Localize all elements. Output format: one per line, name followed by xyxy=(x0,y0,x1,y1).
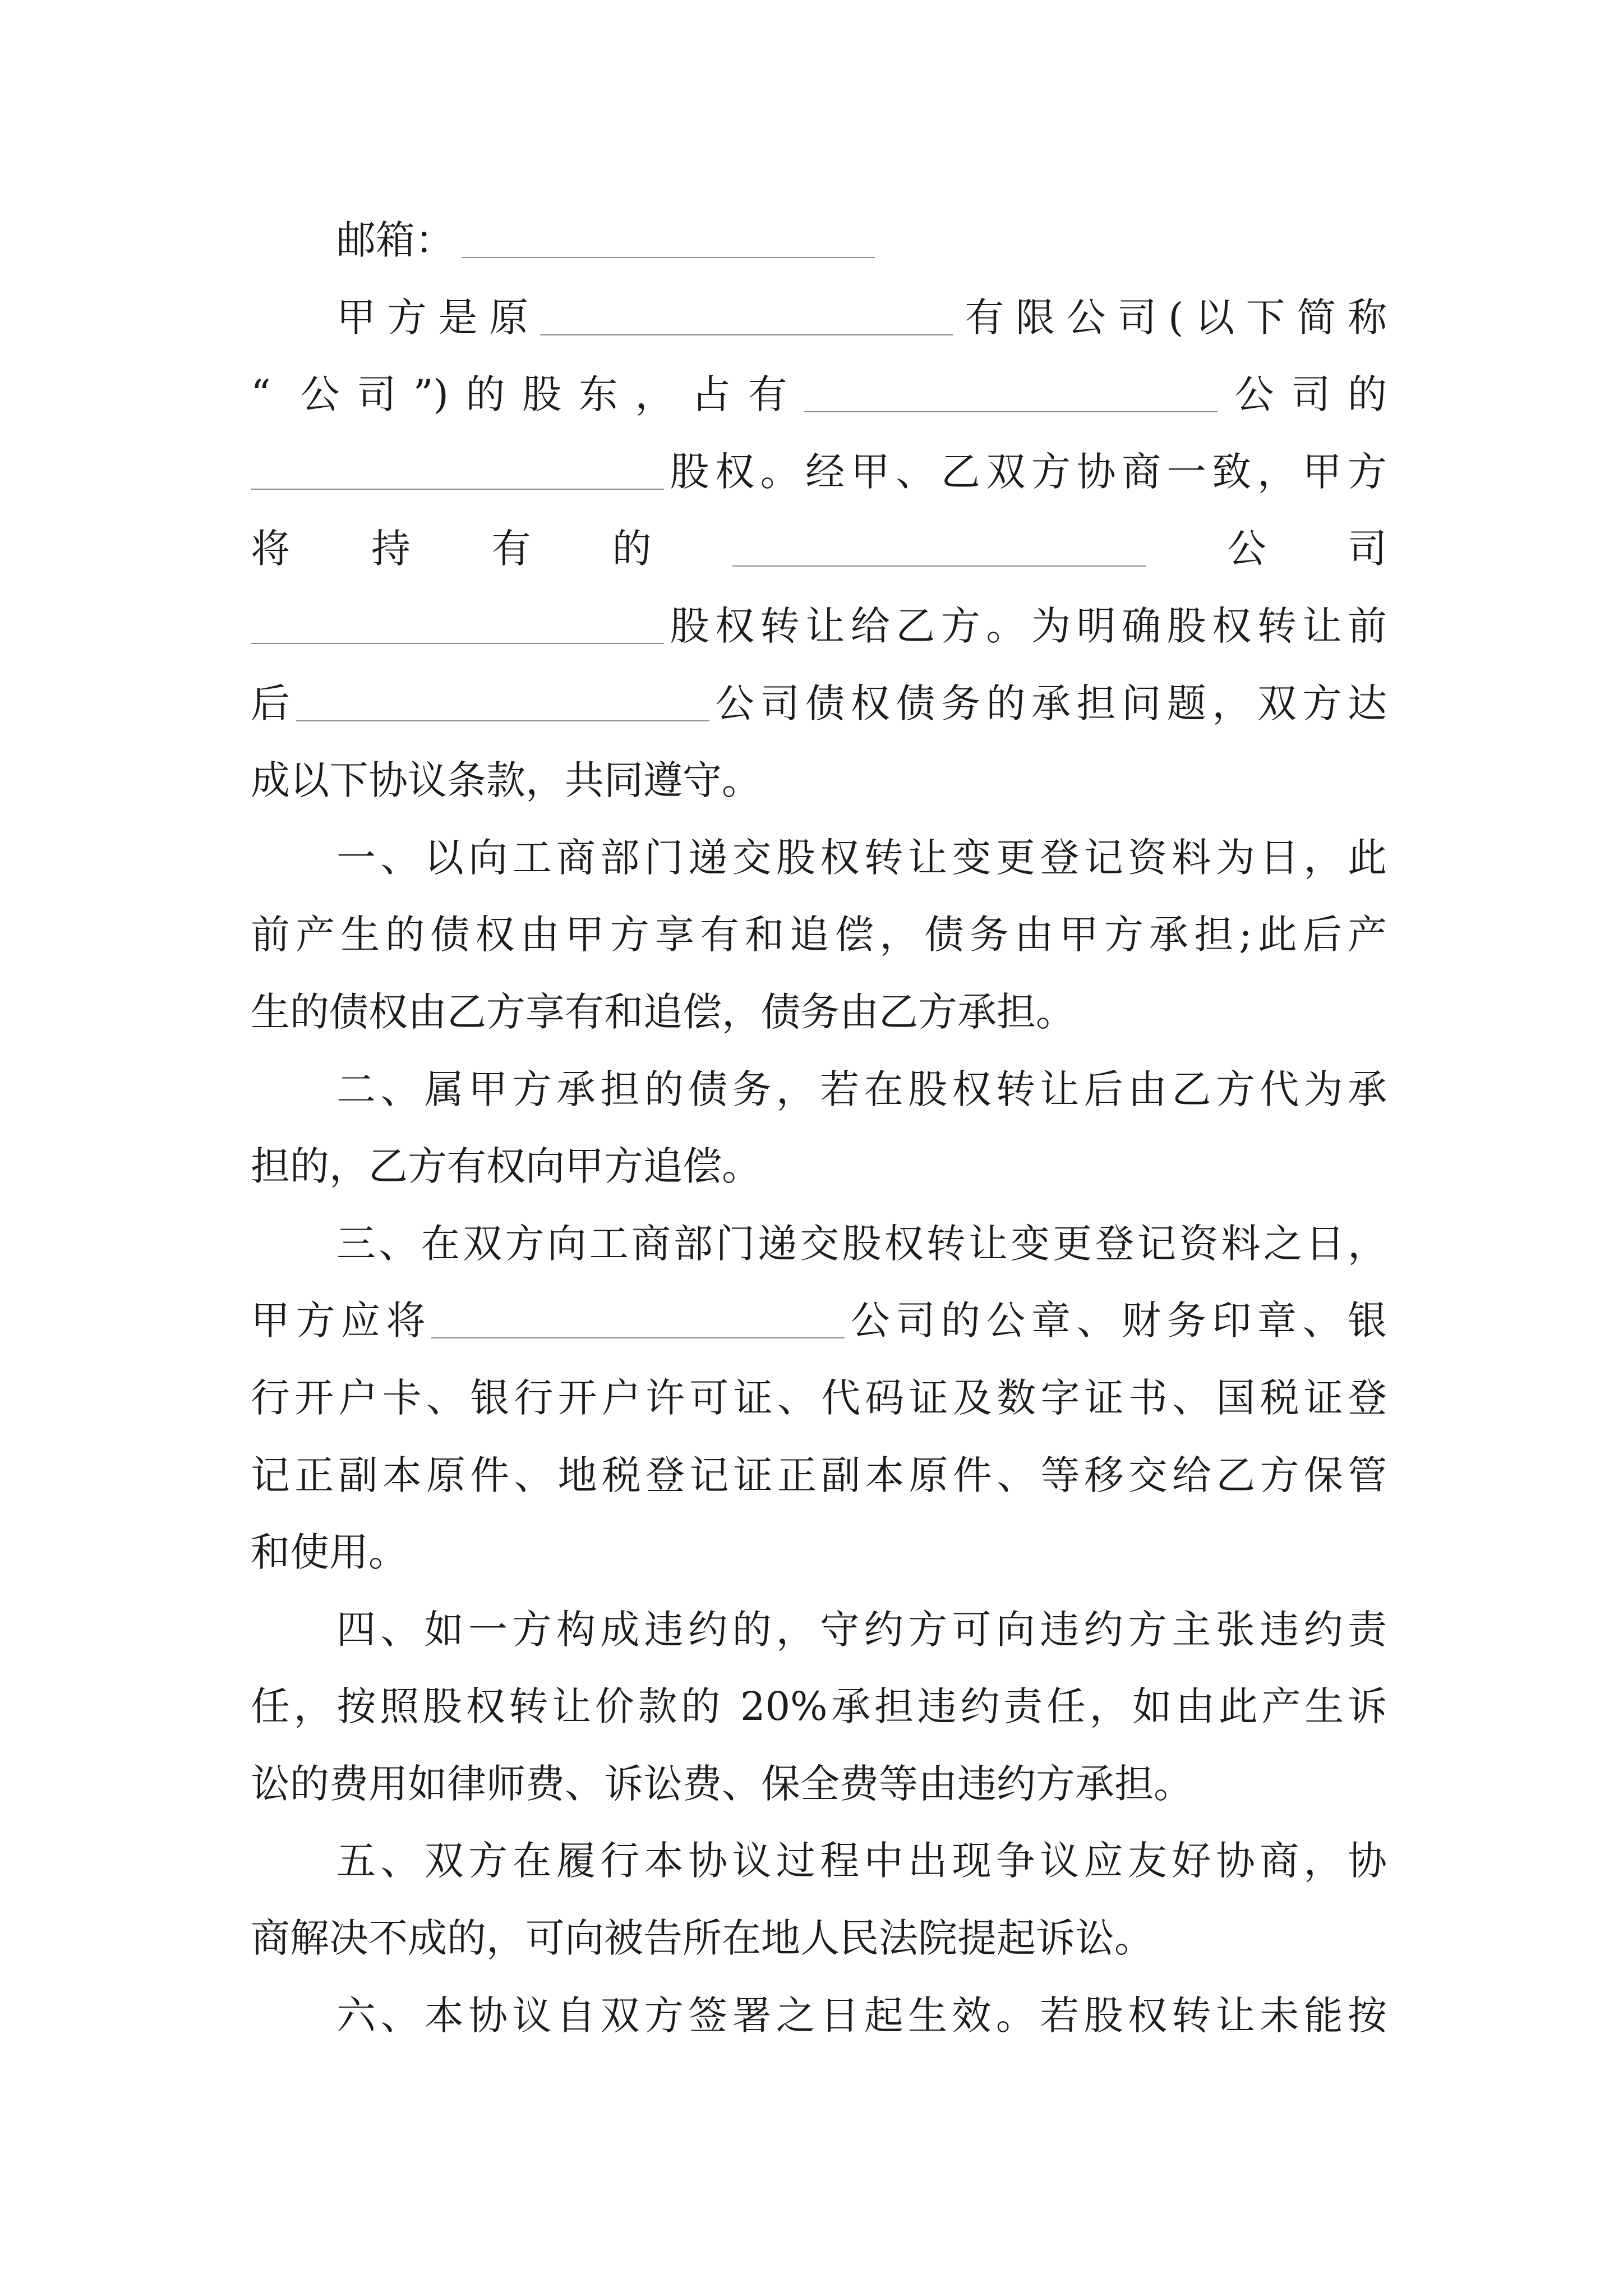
line-text: 成以下协议条款，共同遵守。 xyxy=(251,757,761,804)
text-line xyxy=(251,1591,1387,1669)
clause-4 xyxy=(251,1591,1387,1823)
line-text: 三、在双方向工商部门递交股权转让变更登记资料之日， xyxy=(336,1220,1387,1267)
clause-5 xyxy=(251,1823,1387,1977)
text-line xyxy=(251,1282,1387,1360)
line-text: 六、本协议自双方签署之日起生效。若股权转让未能按 xyxy=(336,1992,1387,2039)
line-text: 公司的公章、财务印章、银 xyxy=(845,1297,1387,1344)
line-text: 四、如一方构成违约的，守约方可向违约方主张违约责 xyxy=(336,1606,1387,1653)
email-fill-in-blank xyxy=(462,257,875,258)
line-text: 前产生的债权由甲方享有和追偿，债务由甲方承担;此后产 xyxy=(251,912,1387,958)
text-line xyxy=(251,356,1387,434)
line-text: 公司债权债务的承担问题，双方达 xyxy=(709,680,1387,726)
text-line xyxy=(251,665,1387,743)
email-label: 邮箱： xyxy=(336,217,454,263)
line-text: 生的债权由乙方享有和追偿，债务由乙方承担。 xyxy=(251,988,1075,1035)
text-line xyxy=(251,1051,1387,1129)
clause-6 xyxy=(251,1977,1387,2055)
company-name-blank xyxy=(804,411,1218,412)
line-text: 有限公司(以下简称 xyxy=(953,294,1387,341)
line-text: 甲方是原 xyxy=(336,294,540,341)
company-name-blank xyxy=(296,720,709,721)
text-line xyxy=(251,1668,1387,1746)
line-text: 记正副本原件、地税登记证正副本原件、等移交给乙方保管 xyxy=(251,1452,1387,1498)
text-line xyxy=(251,1205,1387,1283)
company-name-blank xyxy=(540,334,953,335)
text-line xyxy=(251,742,1387,820)
email-line xyxy=(251,202,1387,279)
clause-3 xyxy=(251,1205,1387,1591)
line-text: 股权。经甲、乙双方协商一致，甲方 xyxy=(664,448,1387,495)
text-line xyxy=(251,1977,1387,2055)
text-line xyxy=(251,1823,1387,1900)
line-text: 甲方应将 xyxy=(251,1297,432,1344)
line-text: 将持有的 xyxy=(251,526,733,572)
text-line xyxy=(251,1437,1387,1515)
line-text: 后 xyxy=(251,680,296,726)
line-text: 公司的 xyxy=(1218,371,1387,418)
text-line xyxy=(251,1746,1387,1823)
line-text: 股权转让给乙方。为明确股权转让前 xyxy=(664,602,1387,649)
line-text: 一、以向工商部门递交股权转让变更登记资料为日，此 xyxy=(336,834,1387,881)
line-text: 商解决不成的，可向被告所在地人民法院提起诉讼。 xyxy=(251,1915,1154,1962)
clause-2 xyxy=(251,1051,1387,1205)
document-page xyxy=(251,202,1387,2054)
text-line xyxy=(251,974,1387,1051)
text-line xyxy=(251,1128,1387,1205)
line-text: 担的，乙方有权向甲方追偿。 xyxy=(251,1143,761,1190)
line-text: 五、双方在履行本协议过程中出现争议应友好协商，协 xyxy=(336,1838,1387,1884)
text-line xyxy=(251,434,1387,511)
text-line xyxy=(251,1900,1387,1977)
line-text: 二、属甲方承担的债务，若在股权转让后由乙方代为承 xyxy=(336,1066,1387,1112)
text-line xyxy=(251,820,1387,897)
line-text: 公司 xyxy=(1146,526,1387,572)
line-text: 行开户卡、银行开户许可证、代码证及数字证书、国税证登 xyxy=(251,1374,1387,1421)
line-text: 讼的费用如律师费、诉讼费、保全费等由违约方承担。 xyxy=(251,1760,1193,1807)
text-line xyxy=(251,896,1387,974)
line-text: 和使用。 xyxy=(251,1529,408,1576)
line-text: 任，按照股权转让价款的 20%承担违约责任，如由此产生诉 xyxy=(251,1683,1387,1730)
text-line xyxy=(251,1360,1387,1437)
text-line xyxy=(251,1514,1387,1591)
intro-paragraph xyxy=(251,279,1387,820)
clause-1 xyxy=(251,820,1387,1051)
text-line xyxy=(251,510,1387,588)
text-line xyxy=(251,588,1387,665)
company-name-blank xyxy=(431,1337,845,1338)
text-line xyxy=(251,279,1387,357)
share-percentage-blank xyxy=(251,643,664,644)
share-percentage-blank xyxy=(251,489,664,490)
company-name-blank xyxy=(732,565,1146,567)
line-text: “ 公司”)的股东，占有 xyxy=(251,371,805,418)
